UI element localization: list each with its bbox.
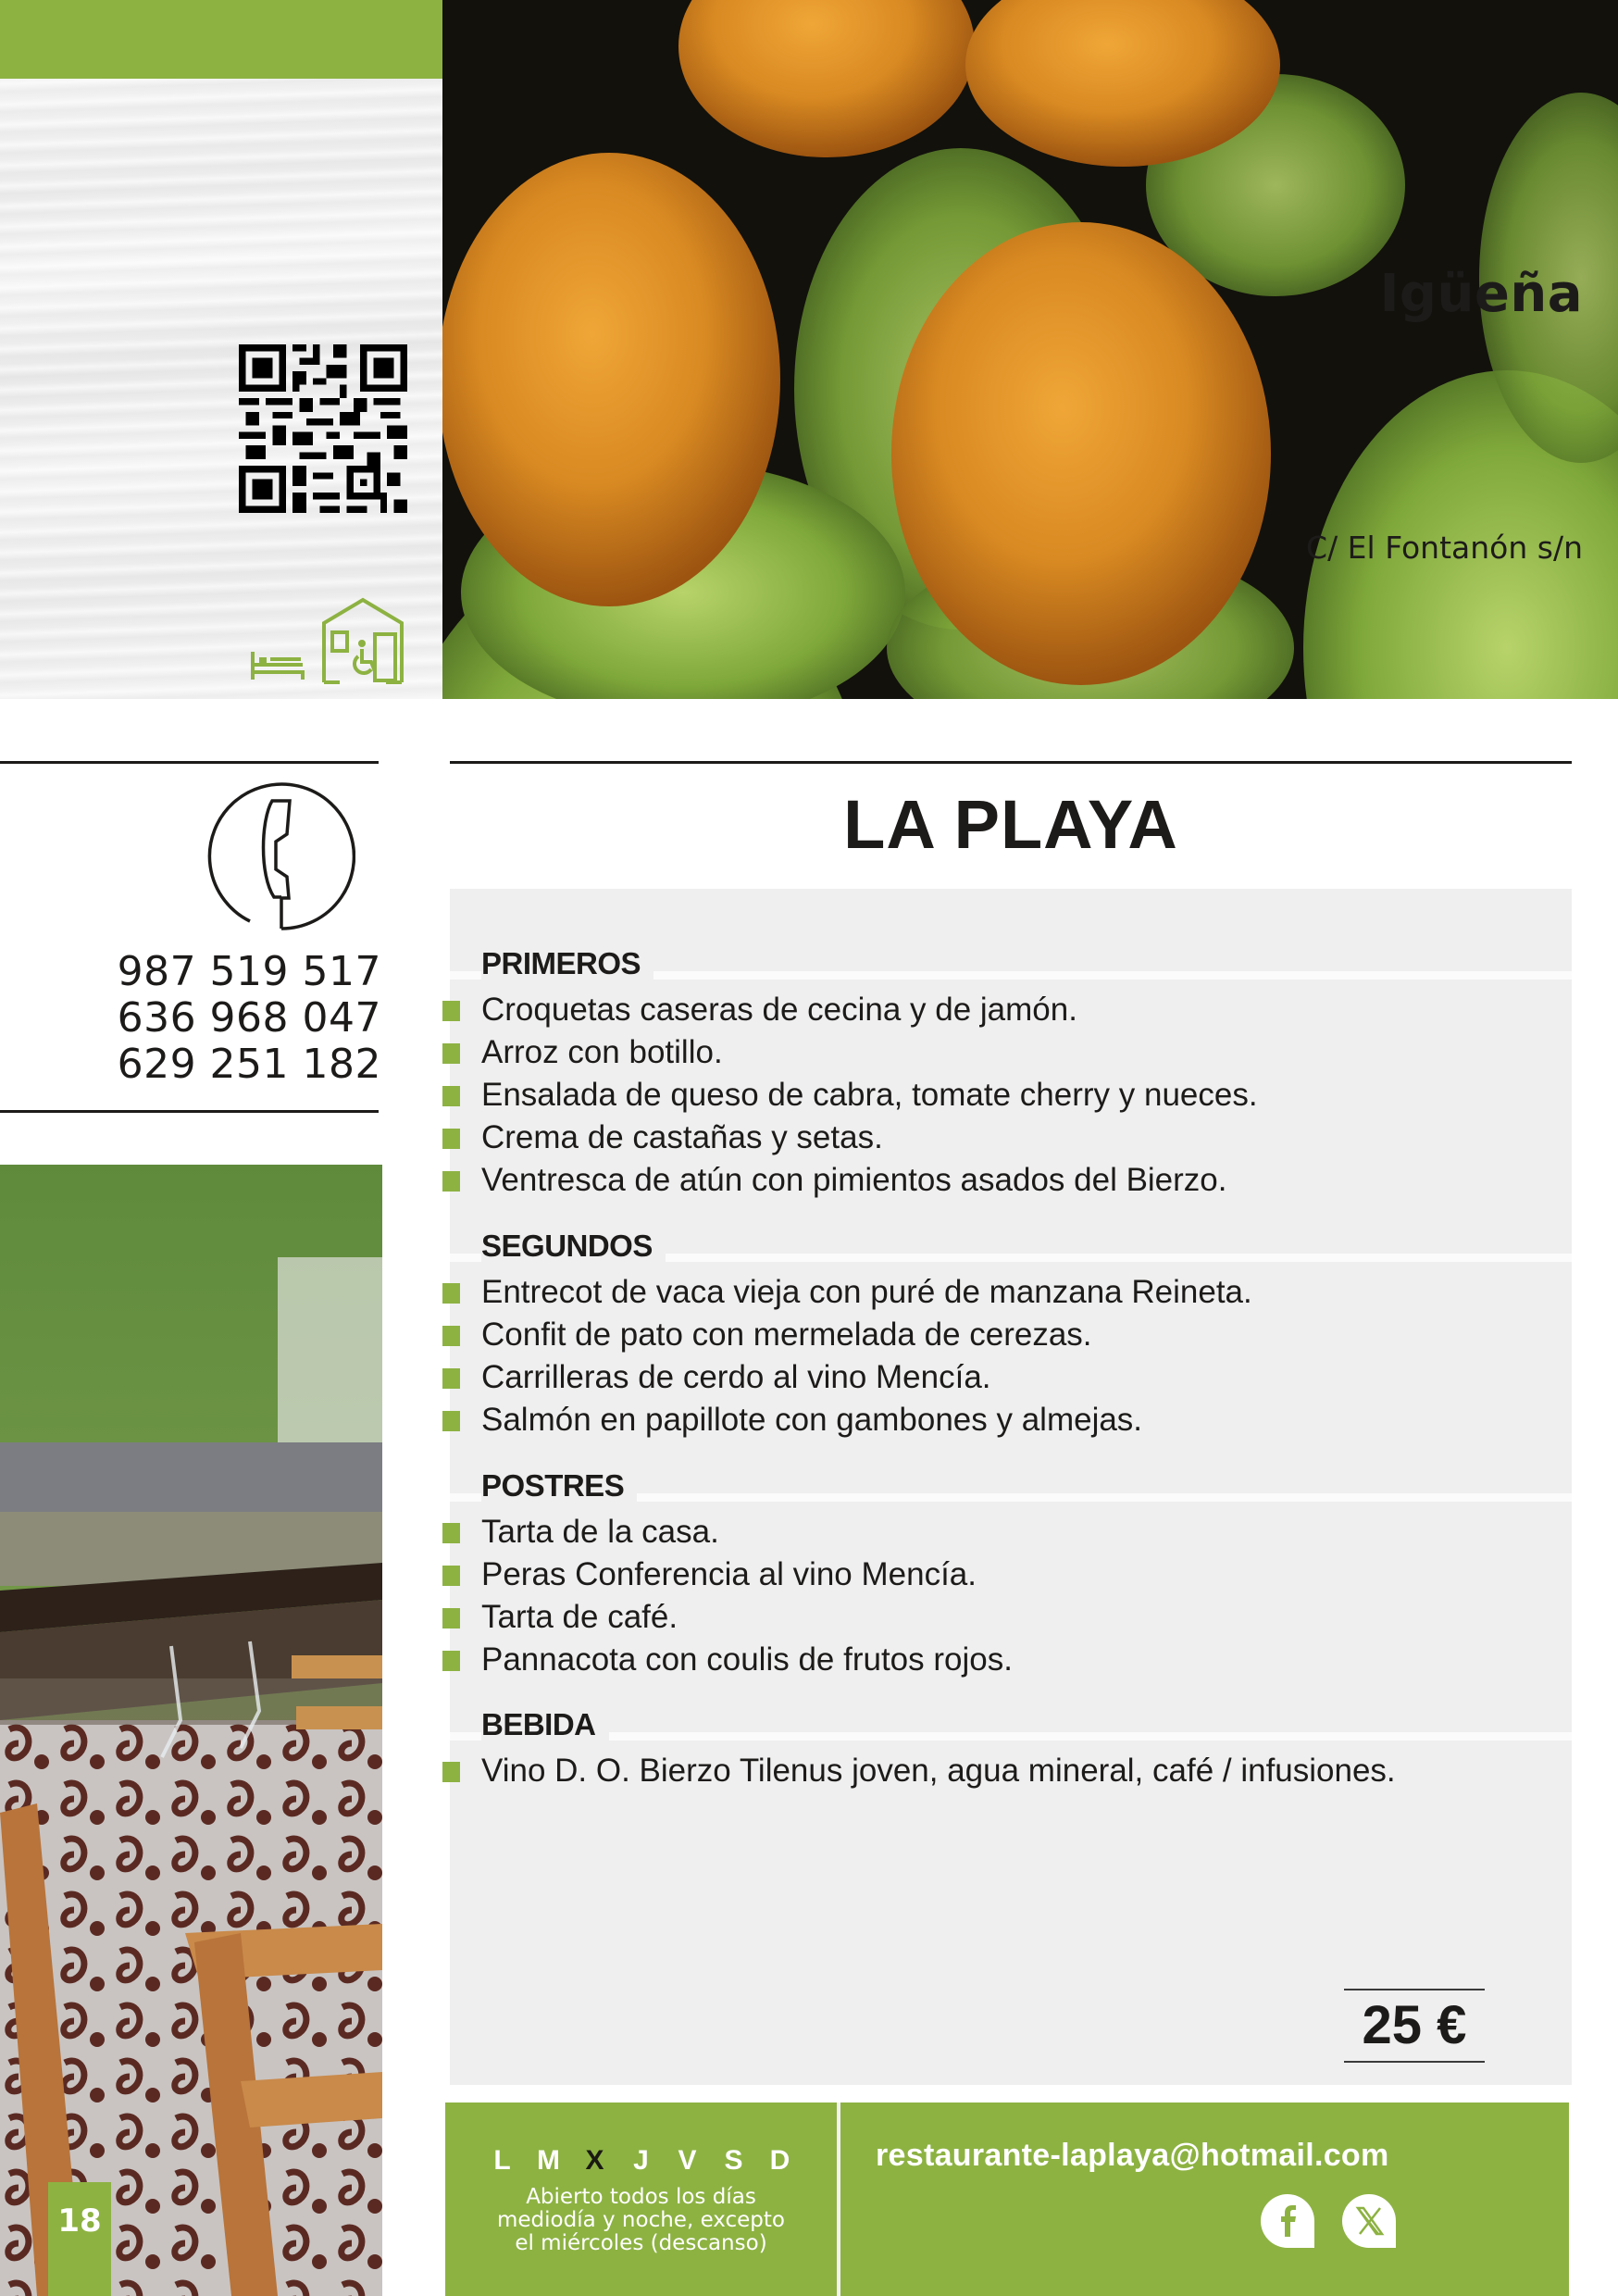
section-title: BEBIDA: [481, 1707, 609, 1742]
bed-icon: [250, 648, 305, 681]
menu-section-primeros: [450, 946, 1572, 1202]
menu-item: Crema de castañas y setas.: [450, 1117, 1572, 1159]
bullet-square-icon: [442, 1651, 460, 1671]
day-wednesday-closed: X: [585, 2145, 604, 2176]
menu-panel: [450, 889, 1572, 2085]
menu-section-postres: [450, 1468, 1572, 1681]
bullet-square-icon: [442, 1043, 460, 1064]
menu-item: Ensalada de queso de cabra, tomate cherry y nueces.: [450, 1074, 1572, 1117]
phone-bottom-rule: [0, 1110, 379, 1113]
town-name: Igüeña: [1379, 264, 1583, 324]
menu-price: 25 €: [1344, 1989, 1485, 2063]
hours-note: Abierto todos los días mediodía y noche, excepto el miércoles (descanso): [496, 2185, 786, 2255]
section-title: SEGUNDOS: [481, 1229, 666, 1264]
opening-hours-panel: [445, 2103, 837, 2296]
top-accent-bar: [0, 0, 442, 79]
restaurant-name: LA PLAYA: [843, 786, 1178, 863]
bullet-square-icon: [442, 1411, 460, 1431]
bullet-square-icon: [442, 1608, 460, 1628]
phone-top-rule: [0, 761, 379, 764]
section-title: POSTRES: [481, 1468, 637, 1504]
email-link[interactable]: restaurante-laplaya@hotmail.com: [876, 2138, 1389, 2173]
hero-photo-croquetas: [442, 0, 1618, 699]
bullet-square-icon: [442, 1523, 460, 1543]
section-title: PRIMEROS: [481, 946, 653, 981]
phone-numbers: [118, 949, 381, 1088]
day-thursday: J: [633, 2145, 649, 2176]
qr-code[interactable]: [239, 344, 407, 513]
phone-number[interactable]: 629 251 182: [117, 1041, 381, 1088]
bullet-square-icon: [442, 1171, 460, 1192]
menu-item: Carrilleras de cerdo al vino Mencía.: [450, 1356, 1572, 1399]
phone-icon: [205, 782, 355, 932]
menu-item: Arroz con botillo.: [450, 1031, 1572, 1074]
phone-number[interactable]: 636 968 047: [117, 994, 381, 1042]
facebook-icon[interactable]: [1259, 2192, 1316, 2250]
phone-number[interactable]: 987 519 517: [117, 948, 381, 995]
menu-item: Croquetas caseras de cecina y de jamón.: [450, 989, 1572, 1031]
contact-panel: [840, 2103, 1569, 2296]
day-monday: L: [493, 2145, 511, 2176]
section-divider: [450, 1732, 1572, 1741]
side-photo-terrace: [0, 1165, 382, 2296]
bullet-square-icon: [442, 1086, 460, 1106]
menu-section-bebida: [450, 1707, 1572, 1792]
day-tuesday: M: [537, 2145, 560, 2176]
menu-section-segundos: [450, 1229, 1572, 1441]
day-friday: V: [678, 2145, 697, 2176]
menu-item: Peras Conferencia al vino Mencía.: [450, 1554, 1572, 1596]
day-saturday: S: [724, 2145, 743, 2176]
bullet-square-icon: [442, 1368, 460, 1389]
menu-item: Pannacota con coulis de frutos rojos.: [450, 1639, 1572, 1681]
bullet-square-icon: [442, 1001, 460, 1021]
menu-item: Salmón en papillote con gambones y almejas.: [450, 1399, 1572, 1441]
title-top-rule: [450, 761, 1572, 764]
page-number: 18: [48, 2182, 111, 2296]
menu-item: Confit de pato con mermelada de cerezas.: [450, 1314, 1572, 1356]
menu-item: Ventresca de atún con pimientos asados del Bierzo.: [450, 1159, 1572, 1202]
menu-item: Tarta de café.: [450, 1596, 1572, 1639]
menu-item: Tarta de la casa.: [450, 1511, 1572, 1554]
bullet-square-icon: [442, 1326, 460, 1346]
bullet-square-icon: [442, 1129, 460, 1149]
x-icon[interactable]: [1340, 2192, 1398, 2250]
accessible-icon: [321, 597, 404, 685]
weekdays: [445, 2145, 837, 2177]
bullet-square-icon: [442, 1283, 460, 1304]
menu-item: Entrecot de vaca vieja con puré de manzana Reineta.: [450, 1271, 1572, 1314]
day-sunday: D: [769, 2145, 790, 2176]
bullet-square-icon: [442, 1762, 460, 1782]
menu-item: Vino D. O. Bierzo Tilenus joven, agua mineral, café / infusiones.: [450, 1750, 1572, 1792]
address: C/ El Fontanón s/n: [1306, 530, 1583, 566]
bullet-square-icon: [442, 1566, 460, 1586]
